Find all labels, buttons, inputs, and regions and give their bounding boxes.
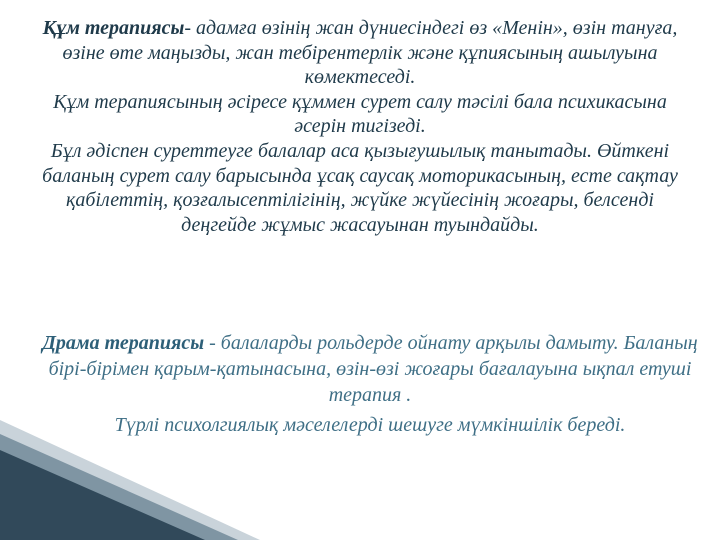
sand-therapy-sentence-2: Құм терапиясының әсіресе құммен сурет салу тәсілі бала психикасына әсерін тигізеді.	[53, 90, 667, 138]
sand-therapy-intro	[30, 16, 690, 90]
drama-therapy-intro-text: - балаларды рольдерде ойнату арқылы дамыту. Баланың бірі-бірімен қарым-қатынасына, өзін-өзі жоғары бағалауына ықпал етуші терапия .	[48, 332, 698, 406]
drama-therapy-term: Драма терапиясы	[42, 332, 205, 354]
sand-therapy-sentence-3: Бұл әдіспен суреттеуге балалар аса қызығушылық танытады. Өйткені баланың сурет салу барысында ұсақ саусақ моторикасының, есте сақтау қабілеттің, қозғалысептілігінің, жүйке жүйесінің жоғары, белсенді деңгейде жұмыс жасауынан туындайды.	[42, 139, 678, 236]
drama-therapy-sentence-2: Түрлі психолгиялық мәселелерді шешуге мүмкіншілік береді.	[114, 414, 626, 436]
sand-therapy-term: Құм терапиясы	[42, 17, 185, 39]
sand-therapy-paragraph	[30, 16, 690, 237]
drama-therapy-intro	[40, 330, 700, 408]
corner-stripe-dark	[0, 450, 205, 540]
corner-decoration	[0, 420, 260, 540]
sand-therapy-intro-text: - адамға өзінің жан дүниесіндегі өз «Менін», өзін тануға, өзіне өте маңызды, жан тебірентерлік және құпиясының ашылуына көмектеседі.	[62, 17, 678, 89]
